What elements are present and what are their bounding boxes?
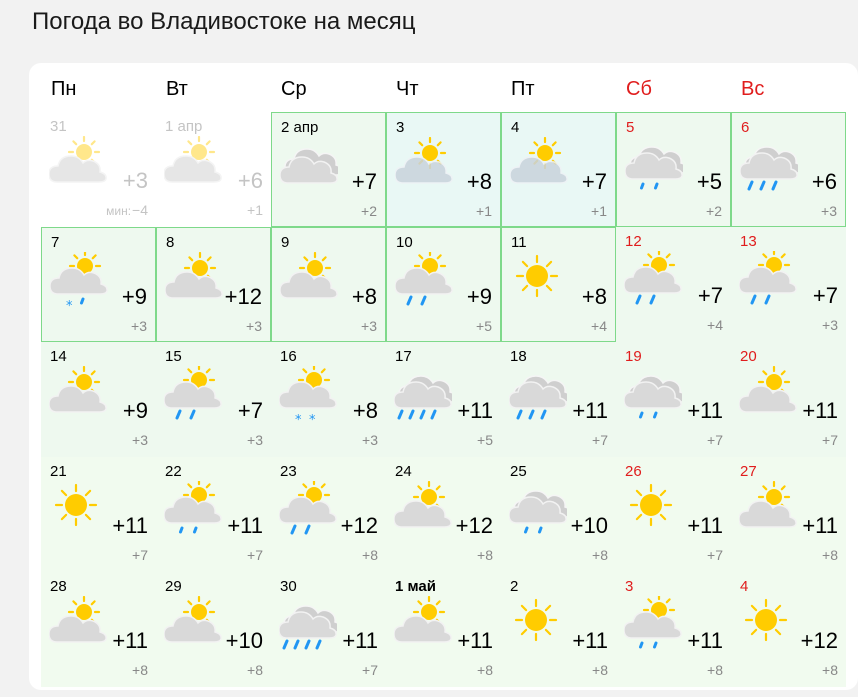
partly-cloudy-light-rain-icon: [164, 481, 222, 539]
day-temp-min: [246, 318, 262, 334]
svg-text:*: *: [309, 413, 316, 424]
partly-cloudy-rain-icon: [624, 251, 682, 309]
day-cell[interactable]: [271, 112, 386, 227]
day-cell[interactable]: [731, 572, 846, 687]
day-cell[interactable]: [501, 457, 616, 572]
day-cell[interactable]: [41, 112, 156, 227]
day-date: 29: [165, 578, 182, 595]
day-cell[interactable]: [501, 112, 616, 227]
day-temp-min: [591, 318, 607, 334]
day-temp-max: +12: [800, 628, 838, 653]
day-date: 3: [625, 578, 634, 595]
day-temp-max: +8: [351, 284, 377, 309]
day-temp-max: +7: [351, 169, 377, 194]
sun-icon: [510, 252, 568, 310]
cloudy-light-rain-icon: [624, 366, 682, 424]
day-date: 15: [165, 348, 182, 365]
day-temp-max: +12: [340, 513, 378, 538]
day-temp-min: [132, 432, 148, 448]
day-temp-min-value: +3: [247, 432, 263, 448]
day-temp-min: [477, 432, 493, 448]
day-temp-max: +11: [802, 513, 838, 538]
day-temp-min: [707, 317, 723, 333]
day-date: 2 апр: [281, 119, 319, 136]
day-date: 7: [51, 234, 60, 251]
day-date: 16: [280, 348, 297, 365]
day-temp-max: +5: [696, 169, 722, 194]
day-date: 18: [510, 348, 527, 365]
day-cell[interactable]: [731, 112, 846, 227]
day-temp-min: [247, 547, 263, 563]
day-temp-max: +6: [237, 168, 263, 193]
partly-cloudy-icon: [49, 596, 107, 654]
day-temp-max: +9: [121, 284, 147, 309]
day-cell[interactable]: [156, 457, 271, 572]
day-temp-min-value: +8: [477, 547, 493, 563]
partly-cloudy-icon: [49, 136, 107, 194]
day-temp-min: [132, 547, 148, 563]
sun-icon: [624, 481, 682, 539]
day-temp-max: +11: [572, 628, 608, 653]
day-temp-min-value: +8: [822, 662, 838, 678]
day-cell[interactable]: [731, 457, 846, 572]
day-date: 3: [396, 119, 405, 136]
day-cell[interactable]: [41, 342, 156, 457]
day-cell[interactable]: [501, 227, 616, 342]
day-date: 21: [50, 463, 67, 480]
day-temp-min-value: +8: [132, 662, 148, 678]
day-cell[interactable]: [616, 572, 731, 687]
day-date: 8: [166, 234, 175, 251]
day-cell[interactable]: [386, 342, 501, 457]
day-date: 4: [511, 119, 520, 136]
day-temp-max: +3: [122, 168, 148, 193]
day-cell[interactable]: [616, 457, 731, 572]
day-cell[interactable]: [271, 457, 386, 572]
day-temp-min: [707, 432, 723, 448]
cloudy-sun-icon: [395, 137, 453, 195]
day-temp-min-value: +3: [361, 318, 377, 334]
day-date: 30: [280, 578, 297, 595]
day-temp-max: +11: [687, 398, 723, 423]
svg-text:*: *: [66, 299, 73, 310]
day-temp-max: +7: [237, 398, 263, 423]
page-title: Погода во Владивостоке на месяц: [32, 8, 416, 35]
day-cell[interactable]: [386, 112, 501, 227]
day-cell[interactable]: [731, 227, 846, 342]
day-temp-max: +10: [225, 628, 263, 653]
day-date: 17: [395, 348, 412, 365]
day-temp-max: +11: [572, 398, 608, 423]
day-temp-min: [592, 547, 608, 563]
day-cell[interactable]: [41, 457, 156, 572]
day-temp-min-value: −4: [132, 202, 148, 218]
day-temp-min-value: +4: [707, 317, 723, 333]
day-cell[interactable]: [616, 227, 731, 342]
day-temp-min-value: +7: [592, 432, 608, 448]
partly-cloudy-light-rain-icon: [624, 596, 682, 654]
day-cell[interactable]: [501, 572, 616, 687]
day-cell[interactable]: [156, 112, 271, 227]
weekday-5: Сб: [626, 78, 652, 100]
day-temp-min: [247, 202, 263, 218]
calendar-card: [29, 63, 858, 690]
day-temp-max: +11: [457, 398, 493, 423]
day-cell[interactable]: [731, 342, 846, 457]
day-temp-min: [821, 203, 837, 219]
day-temp-min: [706, 203, 722, 219]
day-date: 23: [280, 463, 297, 480]
cloudy-sun-icon: [510, 137, 568, 195]
day-temp-min: [477, 662, 493, 678]
day-temp-min-value: +8: [247, 662, 263, 678]
partly-cloudy-icon: [280, 252, 338, 310]
day-cell[interactable]: [386, 457, 501, 572]
day-temp-min: [361, 203, 377, 219]
day-date: 28: [50, 578, 67, 595]
day-date: 10: [396, 234, 413, 251]
day-temp-min: [362, 432, 378, 448]
day-temp-max: +11: [802, 398, 838, 423]
day-temp-min: [247, 662, 263, 678]
day-temp-max: +9: [122, 398, 148, 423]
day-cell[interactable]: [616, 112, 731, 227]
day-temp-min-value: +7: [707, 432, 723, 448]
svg-text:*: *: [295, 413, 302, 424]
day-temp-min-value: +3: [362, 432, 378, 448]
day-temp-min: [476, 203, 492, 219]
day-date: 20: [740, 348, 757, 365]
day-temp-max: +11: [687, 513, 723, 538]
day-temp-min-value: +8: [362, 547, 378, 563]
day-date: 26: [625, 463, 642, 480]
day-temp-min-value: +7: [707, 547, 723, 563]
day-temp-min-value: +7: [822, 432, 838, 448]
partly-cloudy-rain-icon: [395, 252, 453, 310]
partly-cloudy-rain-icon: [739, 251, 797, 309]
day-cell[interactable]: [41, 227, 156, 342]
partly-cloudy-rain-icon: [279, 481, 337, 539]
day-date: 5: [626, 119, 635, 136]
partly-cloudy-icon: [394, 481, 452, 539]
day-date: 31: [50, 118, 67, 135]
day-date: 19: [625, 348, 642, 365]
day-temp-min-value: +4: [591, 318, 607, 334]
day-temp-max: +8: [352, 398, 378, 423]
day-temp-min: [707, 662, 723, 678]
partly-cloudy-icon: [164, 136, 222, 194]
weekday-6: Вс: [741, 78, 765, 100]
day-date: 11: [511, 234, 527, 251]
day-date: 12: [625, 233, 642, 250]
cloudy-rain-icon: [509, 366, 567, 424]
partly-cloudy-icon: [739, 481, 797, 539]
partly-cloudy-icon: [394, 596, 452, 654]
day-temp-min: [591, 203, 607, 219]
day-cell[interactable]: [156, 227, 271, 342]
day-temp-min-value: +8: [822, 547, 838, 563]
day-temp-min: [822, 547, 838, 563]
day-cell[interactable]: [271, 342, 386, 457]
day-temp-min-value: +8: [592, 662, 608, 678]
sun-icon: [49, 481, 107, 539]
day-temp-min-value: +8: [592, 547, 608, 563]
day-temp-min-value: +7: [362, 662, 378, 678]
day-cell[interactable]: [41, 572, 156, 687]
day-temp-max: +8: [466, 169, 492, 194]
day-temp-min-value: +1: [591, 203, 607, 219]
day-temp-min-value: +1: [247, 202, 263, 218]
day-temp-max: +11: [112, 628, 148, 653]
day-temp-max: +8: [581, 284, 607, 309]
day-temp-max: +11: [687, 628, 723, 653]
day-cell[interactable]: [501, 342, 616, 457]
weekday-0: Пн: [51, 78, 77, 100]
day-temp-min-value: +3: [822, 317, 838, 333]
day-date: 22: [165, 463, 182, 480]
day-date: 27: [740, 463, 757, 480]
weekday-1: Вт: [166, 78, 188, 100]
cloudy-light-rain-icon: [625, 137, 683, 195]
day-temp-min-value: +7: [247, 547, 263, 563]
day-temp-min: [477, 547, 493, 563]
day-date: 2: [510, 578, 519, 595]
day-temp-max: +7: [812, 283, 838, 308]
day-temp-min-value: +5: [476, 318, 492, 334]
partly-cloudy-icon: [739, 366, 797, 424]
calendar-grid: [41, 112, 846, 686]
day-temp-max: +11: [457, 628, 493, 653]
day-date: 13: [740, 233, 757, 250]
sun-icon: [509, 596, 567, 654]
day-temp-min: [131, 318, 147, 334]
min-label: мин:: [106, 204, 132, 218]
partly-cloudy-icon: [49, 366, 107, 424]
sun-icon: [739, 596, 797, 654]
day-temp-min: [707, 547, 723, 563]
day-temp-max: +7: [581, 169, 607, 194]
day-temp-min-value: +8: [707, 662, 723, 678]
cloudy-heavy-rain-icon: [279, 596, 337, 654]
day-temp-min-value: +3: [131, 318, 147, 334]
partly-cloudy-snow-icon: [279, 366, 337, 424]
day-date: 25: [510, 463, 527, 480]
day-temp-min: [132, 662, 148, 678]
day-temp-min: [361, 318, 377, 334]
day-temp-min: [247, 432, 263, 448]
day-temp-min-value: +2: [706, 203, 722, 219]
day-temp-min-value: +5: [477, 432, 493, 448]
weekday-4: Пт: [511, 78, 535, 100]
day-date: 24: [395, 463, 412, 480]
partly-cloudy-icon: [165, 252, 223, 310]
cloudy-rain-icon: [740, 137, 798, 195]
day-temp-min: [476, 318, 492, 334]
day-temp-min: [822, 662, 838, 678]
day-temp-max: +11: [227, 513, 263, 538]
cloudy-light-rain-icon: [509, 481, 567, 539]
day-temp-min: [592, 662, 608, 678]
day-temp-min-value: +3: [246, 318, 262, 334]
cloudy-icon: [280, 137, 338, 195]
day-cell[interactable]: [271, 572, 386, 687]
day-date: 4: [740, 578, 749, 595]
day-temp-min-value: +2: [361, 203, 377, 219]
weekday-2: Ср: [281, 78, 307, 100]
day-temp-min-value: +3: [132, 432, 148, 448]
day-temp-max: +12: [455, 513, 493, 538]
day-date: 14: [50, 348, 67, 365]
day-temp-max: +10: [570, 513, 608, 538]
day-temp-min-value: +8: [477, 662, 493, 678]
day-temp-min: [362, 547, 378, 563]
day-date: 9: [281, 234, 290, 251]
partly-cloudy-icon: [164, 596, 222, 654]
weekday-3: Чт: [396, 78, 419, 100]
day-temp-min-value: +1: [476, 203, 492, 219]
day-date: 1 май: [395, 578, 436, 595]
day-cell[interactable]: [156, 572, 271, 687]
day-temp-max: +7: [697, 283, 723, 308]
day-cell[interactable]: [386, 572, 501, 687]
day-temp-min: [822, 317, 838, 333]
day-date: 1 апр: [165, 118, 203, 135]
day-cell[interactable]: [156, 342, 271, 457]
day-temp-max: +12: [224, 284, 262, 309]
day-temp-min: [592, 432, 608, 448]
day-cell[interactable]: [386, 227, 501, 342]
weekday-header: [41, 77, 846, 117]
day-cell[interactable]: [271, 227, 386, 342]
partly-cloudy-rain-icon: [164, 366, 222, 424]
day-temp-max: +9: [466, 284, 492, 309]
day-cell[interactable]: [616, 342, 731, 457]
day-date: 6: [741, 119, 750, 136]
day-temp-min: [106, 202, 148, 218]
day-temp-min-value: +7: [132, 547, 148, 563]
partly-cloudy-sleet-icon: [50, 252, 108, 310]
day-temp-min-value: +3: [821, 203, 837, 219]
day-temp-max: +6: [811, 169, 837, 194]
day-temp-min: [822, 432, 838, 448]
day-temp-max: +11: [342, 628, 378, 653]
cloudy-heavy-rain-icon: [394, 366, 452, 424]
day-temp-max: +11: [112, 513, 148, 538]
day-temp-min: [362, 662, 378, 678]
